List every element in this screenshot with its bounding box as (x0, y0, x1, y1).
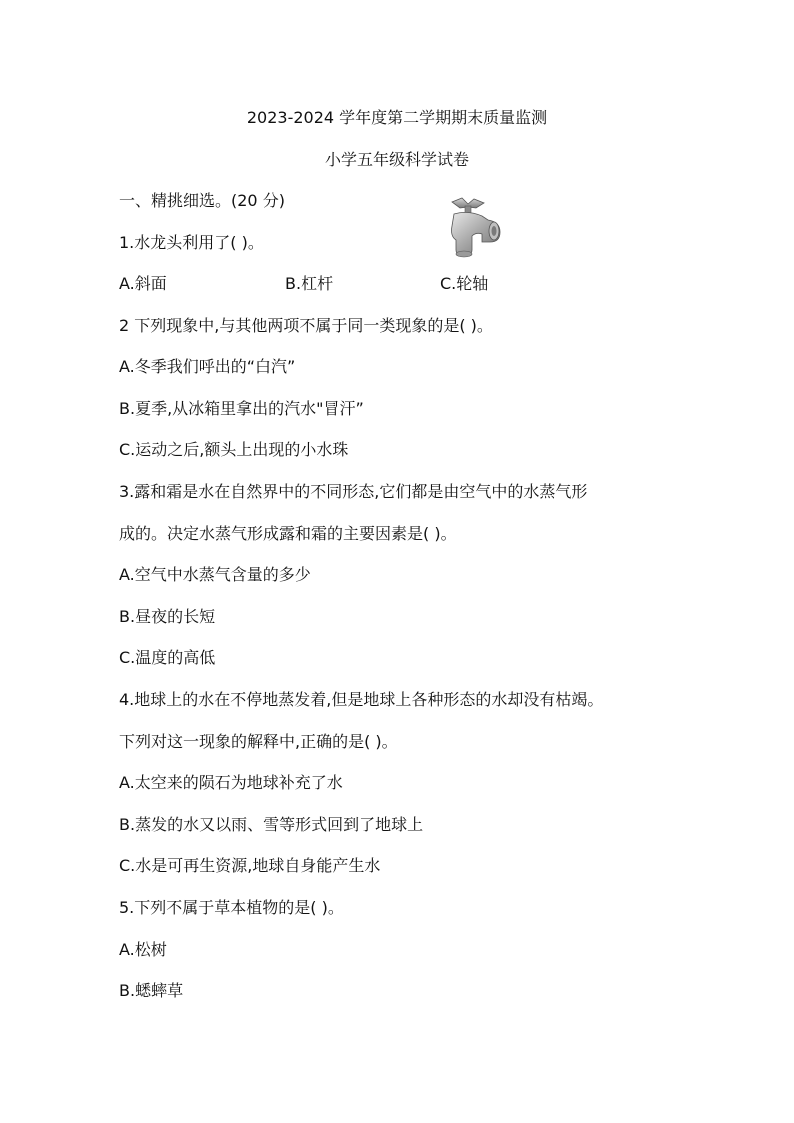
q4-option-a: A.太空来的陨石为地球补充了水 (119, 773, 343, 792)
exam-subtitle: 小学五年级科学试卷 (324, 150, 469, 169)
question-4-stem-line2: 下列对这一现象的解释中,正确的是( )。 (119, 732, 398, 751)
section-heading: 一、精挑细选。(20 分) (119, 191, 285, 210)
exam-title: 2023-2024 学年度第二学期期末质量监测 (246, 108, 548, 127)
question-3-stem-line1: 3.露和霜是水在自然界中的不同形态,它们都是由空气中的水蒸气形 (119, 482, 588, 501)
question-1-stem: 1.水龙头利用了( )。 (119, 233, 264, 252)
q3-option-a: A.空气中水蒸气含量的多少 (119, 565, 311, 584)
faucet-icon (432, 196, 504, 268)
question-4-stem-line1: 4.地球上的水在不停地蒸发着,但是地球上各种形态的水却没有枯竭。 (119, 690, 604, 709)
q3-option-b: B.昼夜的长短 (119, 607, 216, 626)
q1-option-c: C.轮轴 (440, 274, 489, 293)
q2-option-b: B.夏季,从冰箱里拿出的汽水"冒汗” (119, 399, 364, 418)
q1-option-a: A.斜面 (119, 274, 167, 293)
q4-option-c: C.水是可再生资源,地球自身能产生水 (119, 856, 381, 875)
question-5-stem: 5.下列不属于草本植物的是( )。 (119, 898, 344, 917)
q2-option-c: C.运动之后,额头上出现的小水珠 (119, 440, 349, 459)
question-2-stem: 2 下列现象中,与其他两项不属于同一类现象的是( )。 (119, 316, 493, 335)
q2-option-a: A.冬季我们呼出的“白汽” (119, 357, 296, 376)
q3-option-c: C.温度的高低 (119, 648, 216, 667)
q1-option-b: B.杠杆 (285, 274, 334, 293)
q5-option-a: A.松树 (119, 940, 167, 959)
question-3-stem-line2: 成的。决定水蒸气形成露和霜的主要因素是( )。 (119, 524, 457, 543)
q5-option-b: B.蟋蟀草 (119, 981, 184, 1000)
q4-option-b: B.蒸发的水又以雨、雪等形式回到了地球上 (119, 815, 424, 834)
